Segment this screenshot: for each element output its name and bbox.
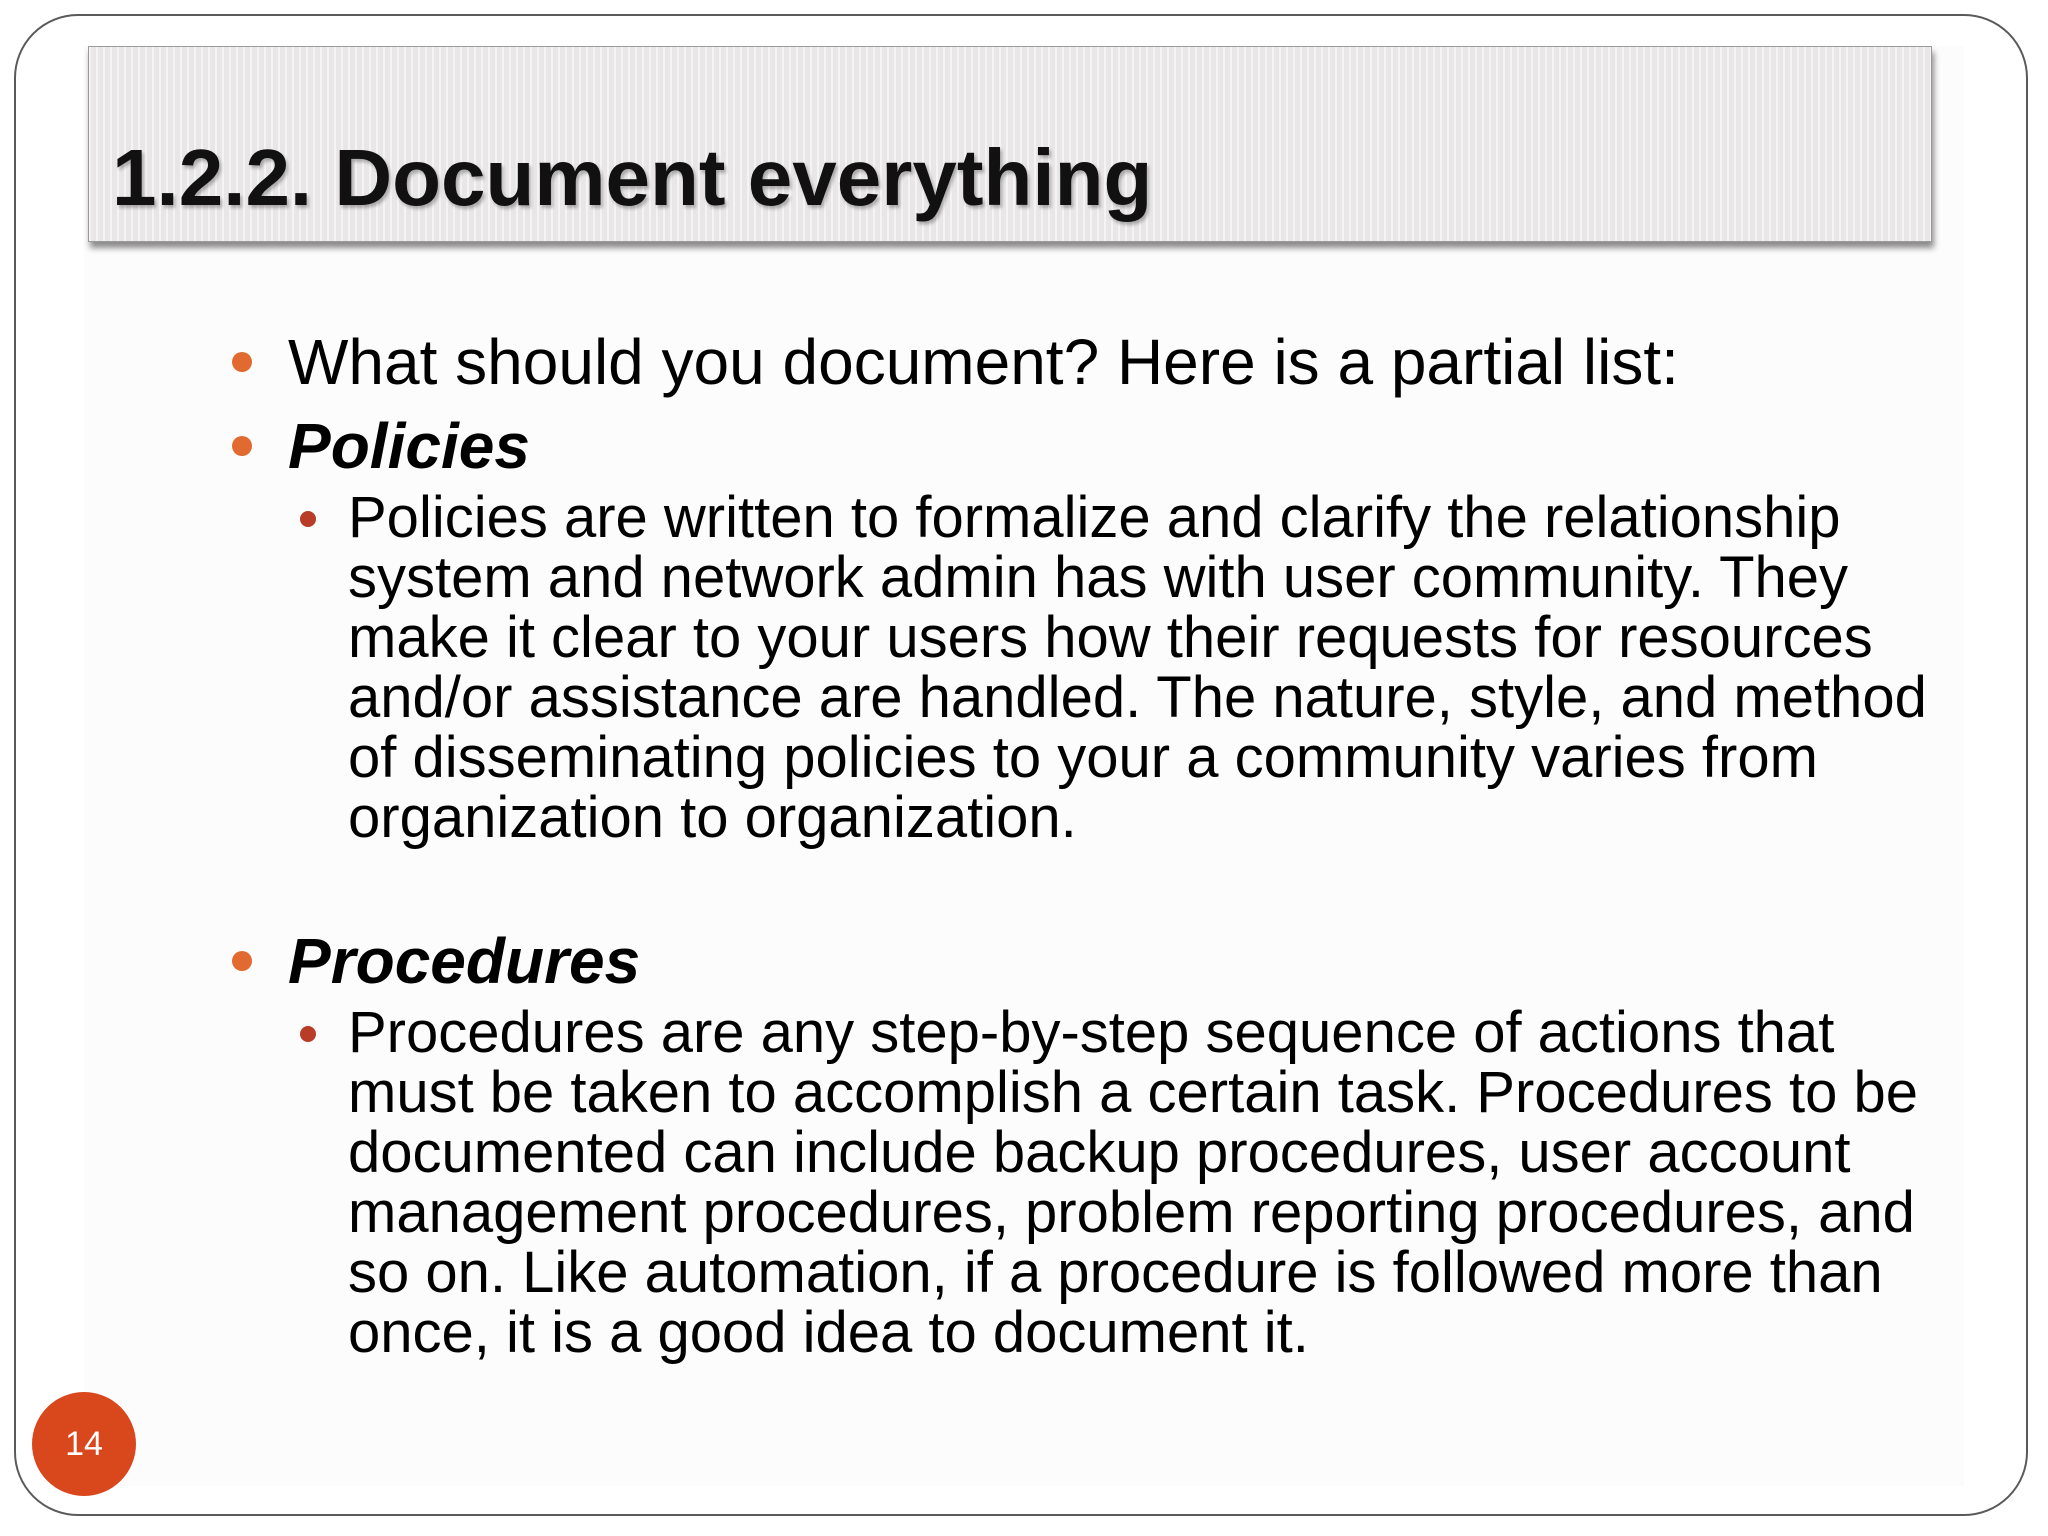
bullet-policies-heading: Policies <box>288 410 530 482</box>
bullet-procedures-heading: Procedures <box>288 925 641 997</box>
bullet-dot-icon <box>232 951 252 971</box>
sub-bullet-dot-icon <box>300 511 316 527</box>
policies-description: Policies are written to formalize and clarify the relationship system and network admin has with user community. They make it clear to your users how their requests for resources and/or assistance are handled. The nature, style, and method of disseminating policies to your a community varies from organization to organization. <box>348 485 1927 850</box>
bullet-dot-icon <box>232 352 252 372</box>
bullet-intro: What should you document? Here is a partial list: <box>288 326 1679 398</box>
sub-bullet-dot-icon <box>300 1026 316 1042</box>
slide-title: 1.2.2. Document everything <box>112 133 1153 222</box>
page-number-badge: 14 <box>32 1392 136 1496</box>
bullet-dot-icon <box>232 436 252 456</box>
procedures-description: Procedures are any step-by-step sequence of actions that must be taken to accomplish a certain task. Procedures to be documented can include backup procedures, user account management procedures, problem reporting procedures, and so on. Like automation, if a procedure is followed more than once, it is a good idea to document it. <box>348 1000 1919 1365</box>
